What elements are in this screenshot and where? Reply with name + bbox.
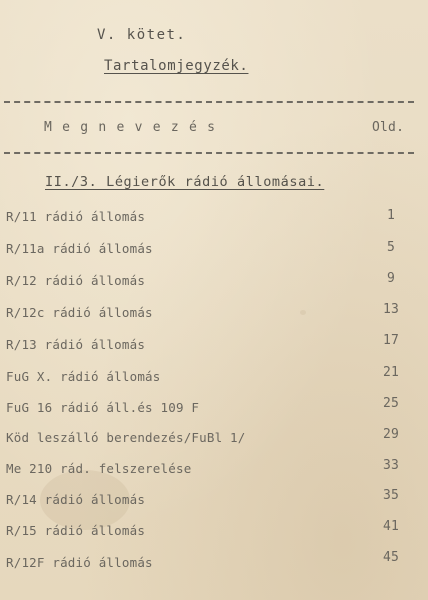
top-divider <box>4 101 414 103</box>
toc-entry-page: 13 <box>382 302 400 317</box>
toc-entry-page: 17 <box>382 333 400 348</box>
toc-entry-page: 41 <box>382 519 400 534</box>
toc-entry-name: Köd leszálló berendezés/FuBl 1/ <box>6 430 246 445</box>
toc-entry-name: R/12c rádió állomás <box>6 305 153 320</box>
toc-entry-page: 5 <box>386 240 396 255</box>
toc-entry-name: R/15 rádió állomás <box>6 523 146 538</box>
toc-entry-page: 25 <box>382 396 400 411</box>
toc-entry-page: 1 <box>386 208 396 223</box>
toc-entry-page: 29 <box>382 427 400 442</box>
toc-entry-name: Me 210 rád. felszerelése <box>6 461 192 476</box>
toc-entry-name: R/11a rádió állomás <box>6 241 153 256</box>
toc-entry-page: 21 <box>382 365 400 380</box>
column-header-page: Old. <box>372 120 405 135</box>
section-title: II./3. Légierők rádió állomásai. <box>45 174 325 190</box>
header-divider <box>4 152 414 154</box>
toc-entry-page: 45 <box>382 550 400 565</box>
toc-entry-page: 35 <box>382 488 400 503</box>
toc-entry-page: 33 <box>382 458 400 473</box>
toc-entry-name: R/14 rádió állomás <box>6 492 146 507</box>
toc-entry-name: R/12 rádió állomás <box>6 273 146 288</box>
toc-entry-name: FuG 16 rádió áll.és 109 F <box>6 400 200 415</box>
column-header-name: Megnevezés <box>44 120 226 135</box>
volume-label: V. kötet. <box>97 27 187 43</box>
toc-entry-name: FuG X. rádió állomás <box>6 369 161 384</box>
toc-entry-name: R/13 rádió állomás <box>6 337 146 352</box>
paper-spot <box>300 310 306 315</box>
toc-entry-name: R/11 rádió állomás <box>6 209 146 224</box>
toc-title: Tartalomjegyzék. <box>104 58 249 74</box>
toc-entry-name: R/12F rádió állomás <box>6 555 153 570</box>
toc-entry-page: 9 <box>386 271 396 286</box>
